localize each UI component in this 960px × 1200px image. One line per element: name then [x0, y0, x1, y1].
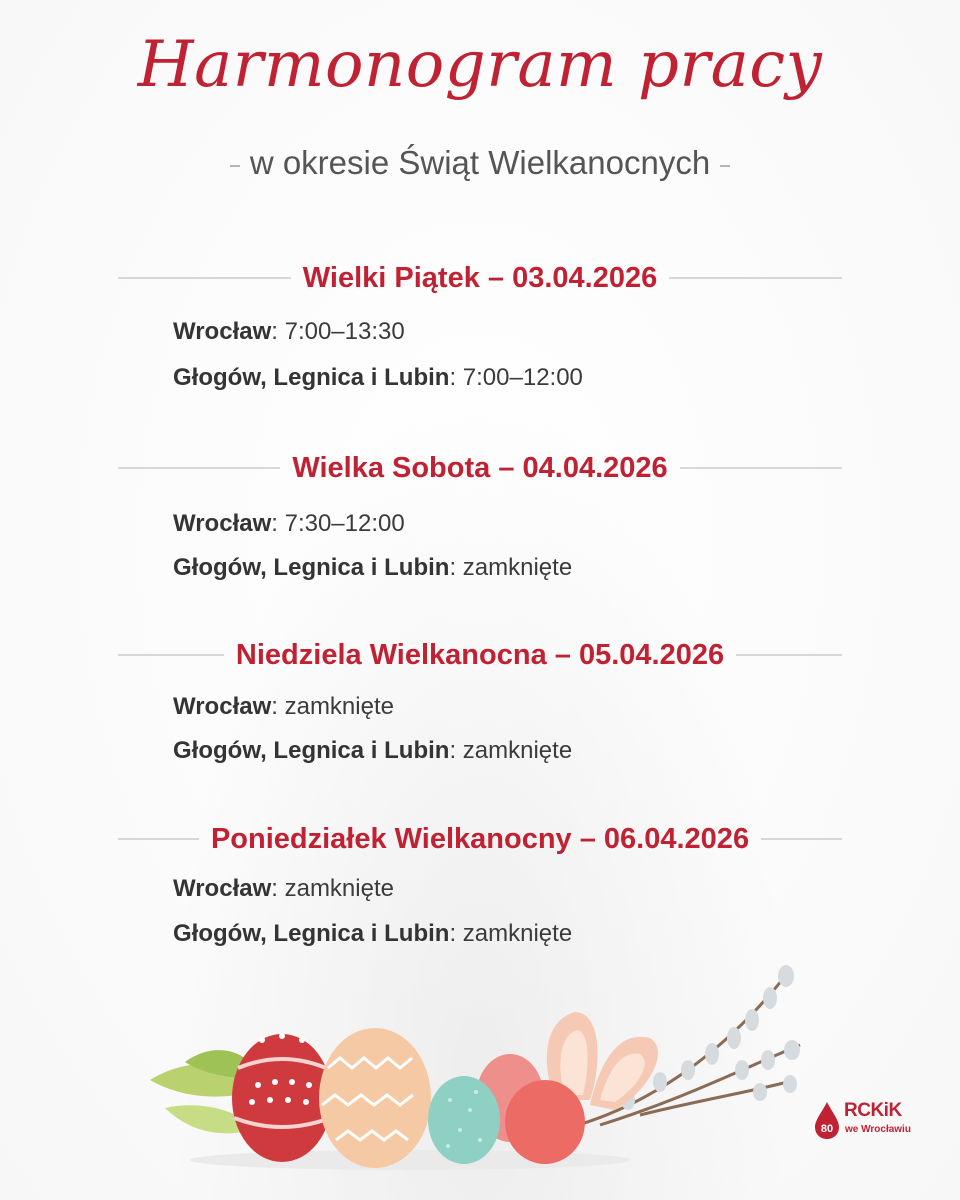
day-heading — [118, 448, 842, 488]
hours-value: zamknięte — [462, 737, 573, 764]
divider-line — [118, 654, 224, 656]
coral-egg-icon — [505, 1080, 585, 1164]
location-label: Wrocław — [173, 510, 272, 537]
location-label: Głogów, Legnica i Lubin — [173, 364, 450, 391]
colon: : — [271, 693, 285, 720]
divider-line — [118, 277, 291, 279]
day-section — [118, 448, 842, 584]
divider-line — [761, 838, 842, 840]
schedule-line — [173, 735, 842, 767]
divider-line — [680, 467, 842, 469]
hours-value: 7:30–12:00 — [284, 510, 405, 537]
colon: : — [449, 920, 463, 947]
blood-drop-logo-icon — [812, 1100, 842, 1140]
colon: : — [271, 510, 285, 537]
schedule-line — [173, 918, 842, 950]
location-label: Wrocław — [173, 693, 272, 720]
colon: : — [271, 318, 285, 345]
colon: : — [271, 875, 285, 902]
subtitle-container — [0, 144, 960, 182]
easter-eggs-decoration — [0, 950, 960, 1180]
divider-line — [669, 277, 842, 279]
hours-value: 7:00–13:30 — [284, 318, 405, 345]
day-heading — [118, 635, 842, 675]
colon: : — [449, 554, 463, 581]
day-heading — [118, 258, 842, 298]
day-section — [118, 819, 842, 950]
divider-line — [736, 654, 842, 656]
page-subtitle: w okresie Świąt Wielkanocnych — [232, 144, 728, 182]
hours-value: zamknięte — [462, 554, 573, 581]
hours-value: zamknięte — [462, 920, 573, 947]
hours-value: zamknięte — [284, 875, 394, 902]
location-label: Głogów, Legnica i Lubin — [173, 737, 450, 764]
logo-badge: 80 — [820, 1123, 834, 1135]
day-title: Niedziela Wielkanocna – 05.04.2026 — [235, 638, 725, 671]
red-egg-icon — [232, 1033, 332, 1162]
divider-line — [118, 838, 199, 840]
location-label: Głogów, Legnica i Lubin — [173, 920, 450, 947]
day-section — [118, 635, 842, 767]
teal-egg-icon — [428, 1076, 500, 1164]
schedule-line — [173, 691, 842, 723]
logo-subtext: we Wrocławiu — [845, 1124, 911, 1135]
schedule-line — [173, 362, 842, 394]
schedule-line — [173, 316, 842, 348]
colon: : — [449, 737, 463, 764]
schedule-line — [173, 552, 842, 584]
logo-name: RCKiK — [844, 1100, 902, 1121]
hours-value: 7:00–12:00 — [462, 364, 583, 391]
day-title: Poniedziałek Wielkanocny – 06.04.2026 — [210, 822, 750, 855]
day-heading — [118, 819, 842, 859]
day-title: Wielki Piątek – 03.04.2026 — [302, 261, 658, 294]
peach-egg-icon — [319, 1028, 431, 1168]
page-title: Harmonogram pracy — [137, 28, 823, 102]
day-section — [118, 258, 842, 394]
logo — [812, 1098, 922, 1144]
location-label: Wrocław — [173, 318, 272, 345]
location-label: Głogów, Legnica i Lubin — [173, 554, 450, 581]
day-title: Wielka Sobota – 04.04.2026 — [292, 451, 668, 484]
colon: : — [449, 364, 463, 391]
schedule-line — [173, 873, 842, 905]
hours-value: zamknięte — [284, 693, 394, 720]
location-label: Wrocław — [173, 875, 272, 902]
divider-line — [118, 467, 280, 469]
schedule-line — [173, 508, 842, 540]
